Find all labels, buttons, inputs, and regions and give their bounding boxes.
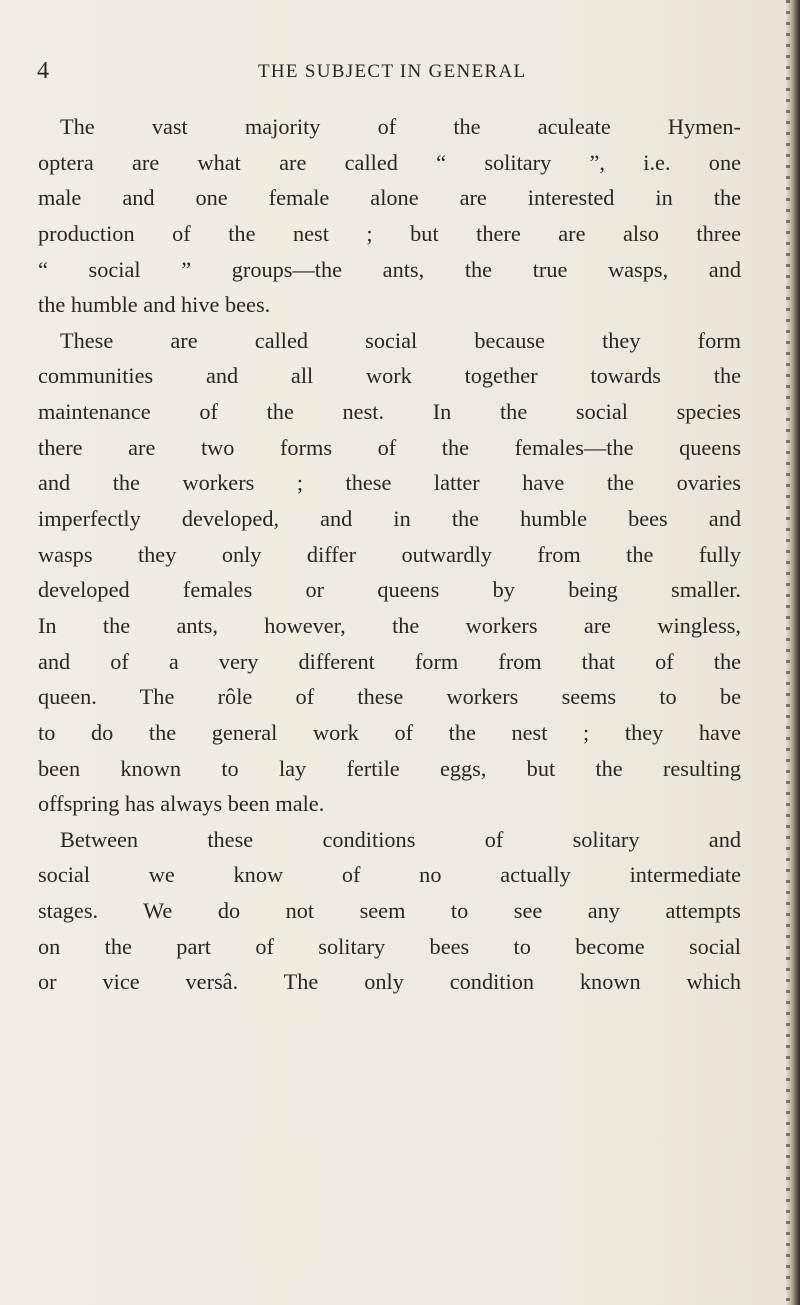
text-line: there are two forms of the females—the queens: [38, 434, 741, 460]
text-line: optera are what are called “ solitary ”, i.e. one: [38, 149, 741, 175]
page-number: 4: [37, 58, 49, 84]
text-line: maintenance of the nest. In the social species: [38, 399, 741, 425]
text-line: imperfectly developed, and in the humble bees and: [38, 506, 741, 532]
text-line: developed females or queens by being smaller.: [38, 577, 741, 603]
text-line: These are called social because they form: [60, 327, 741, 353]
text-line: on the part of solitary bees to become social: [38, 933, 741, 959]
text-line: the humble and hive bees.: [38, 292, 271, 318]
text-line: or vice versâ. The only condition known which: [38, 969, 741, 995]
text-line: and the workers ; these latter have the ovaries: [38, 470, 741, 496]
text-line: queen. The rôle of these workers seems to be: [38, 684, 741, 710]
text-line: In the ants, however, the workers are wingless,: [38, 612, 741, 638]
binding-edge-texture: [786, 0, 790, 1305]
page-header: [0, 56, 760, 86]
text-line: stages. We do not seem to see any attempts: [38, 898, 741, 924]
text-line: Between these conditions of solitary and: [60, 826, 741, 852]
text-line: “ social ” groups—the ants, the true wasps, and: [38, 256, 741, 282]
text-line: wasps they only differ outwardly from the fully: [38, 541, 741, 567]
running-head: THE SUBJECT IN GENERAL: [258, 61, 527, 82]
text-line: been known to lay fertile eggs, but the resulting: [38, 755, 741, 781]
text-line: The vast majority of the aculeate Hymen-: [60, 114, 741, 139]
text-line: to do the general work of the nest ; they have: [38, 719, 741, 745]
text-line: communities and all work together towards the: [38, 363, 741, 389]
text-line: male and one female alone are interested in the: [38, 185, 741, 211]
text-line: and of a very different form from that of the: [38, 648, 741, 674]
body-text: [38, 109, 741, 1000]
text-line: social we know of no actually intermediate: [38, 862, 741, 888]
text-line: production of the nest ; but there are also three: [38, 220, 741, 246]
text-line: offspring has always been male.: [38, 791, 325, 817]
